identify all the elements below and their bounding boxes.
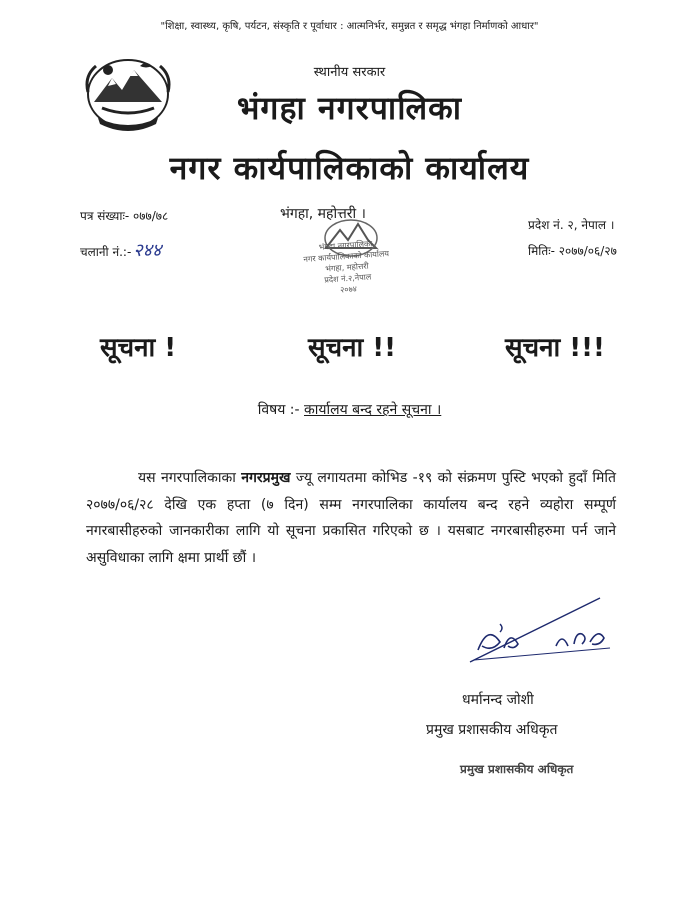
header-motto: "शिक्षा, स्वास्थ्य, कृषि, पर्यटन, संस्कृति र पूर्वाधार : आत्मनिर्भर, समुन्नत र समृद्ध भंगहा निर्माणको आधार" bbox=[160, 21, 539, 32]
body-text-mayor: नगरप्रमुख bbox=[241, 470, 291, 486]
office-title: नगर कार्यपालिकाको कार्यालय bbox=[169, 149, 530, 187]
dispatch-number-handwritten: २४४ bbox=[133, 240, 162, 261]
province: प्रदेश नं. २, नेपाल । bbox=[528, 218, 615, 232]
signer-title: प्रमुख प्रशासकीय अधिकृत bbox=[426, 722, 558, 738]
handwritten-signature bbox=[460, 590, 620, 670]
municipality-title: भंगहा नगरपालिका bbox=[236, 89, 463, 127]
notice-heading-2: सूचना !! bbox=[308, 333, 397, 363]
dispatch-number-row bbox=[80, 238, 161, 262]
stamp-line: भंगहा, महोत्तरी bbox=[324, 261, 370, 274]
body-text-rest: ज्यू लगायतमा कोभिड -१९ को संक्रमण पुस्टि भएको हुदाँ मिति २०७७/०६/२८ देखि एक हप्ता (७ दिन) सम्म नगरपालिका कार्यालय बन्द रहने व्यहोरा सम्पूर्ण नगरबासीहरुको जानकारीका लागि यो सूचना प्रकासित गरिएको छ । यसबाट नगरबासीहरुमा पर्न जाने असुविधाका लागि क्षमा प्रार्थी छौं । bbox=[86, 470, 616, 566]
local-government-label: स्थानीय सरकार bbox=[313, 65, 386, 80]
subject-text: कार्यालय बन्द रहने सूचना । bbox=[304, 402, 442, 418]
dispatch-label: चलानी नं.:- bbox=[80, 245, 132, 259]
stamp-line: नगर कार्यपालिकाको कार्यालय bbox=[303, 249, 390, 265]
designation-seal: प्रमुख प्रशासकीय अधिकृत bbox=[460, 762, 574, 776]
stamp-text bbox=[290, 236, 404, 299]
office-place: भंगहा, महोत्तरी । bbox=[280, 206, 366, 222]
notice-heading-3: सूचना !!! bbox=[505, 333, 605, 363]
notice-heading-1: सूचना ! bbox=[100, 333, 177, 363]
reference-number: पत्र संख्याः- ०७७/७८ bbox=[80, 209, 169, 223]
signer-name: धर्मानन्द जोशी bbox=[462, 692, 534, 708]
office-stamp bbox=[284, 218, 404, 330]
notice-body bbox=[86, 465, 616, 571]
subject-line bbox=[0, 400, 699, 419]
stamp-line: भंगहा नगरपालिका bbox=[318, 239, 373, 252]
body-text-start: यस नगरपालिकाका bbox=[138, 470, 242, 486]
subject-label: विषय :- bbox=[257, 402, 300, 418]
stamp-line: २०७४ bbox=[339, 284, 358, 295]
letter-date: मितिः- २०७७/०६/२७ bbox=[528, 244, 617, 258]
stamp-line: प्रदेश नं.२,नेपाल bbox=[324, 272, 372, 285]
